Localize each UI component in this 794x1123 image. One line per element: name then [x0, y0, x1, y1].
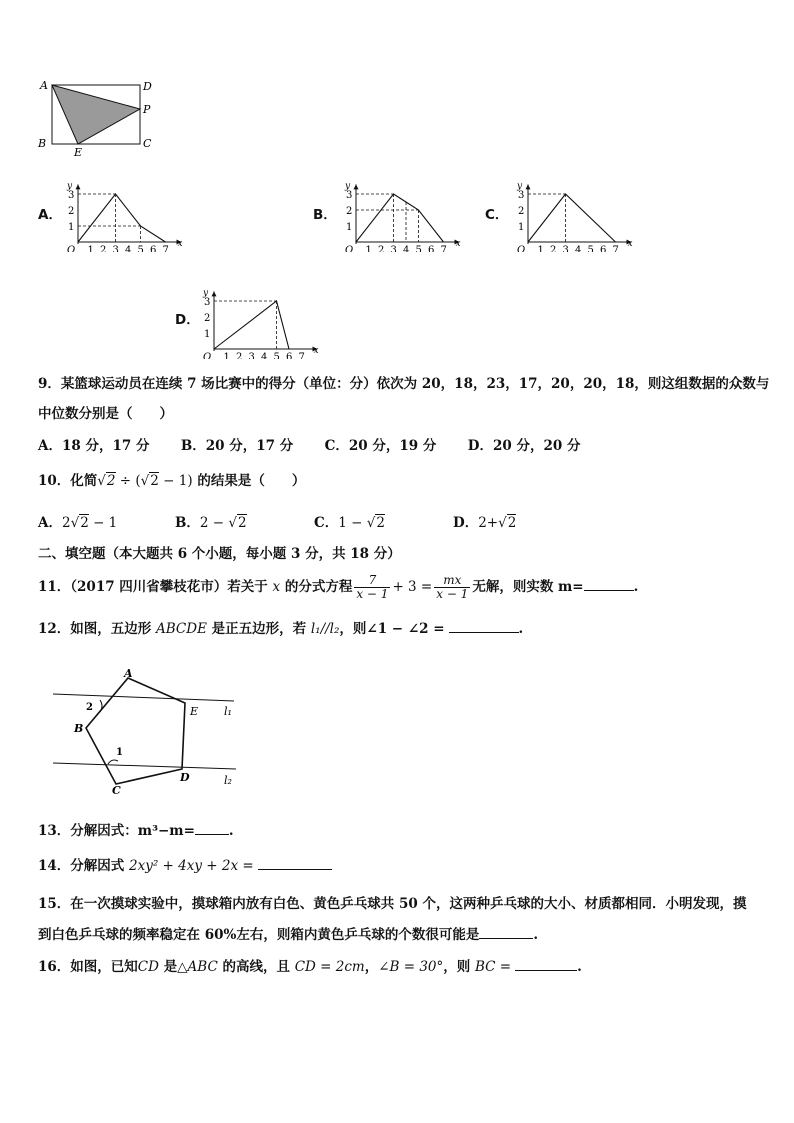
q14-answer-blank[interactable] [258, 857, 332, 870]
x-axis-label: x [627, 239, 633, 249]
x-tick-4: 4 [125, 245, 132, 252]
x-axis-label: x [455, 239, 461, 249]
q11-fraction-2: $\frac{mx}{x - 1}$ [436, 573, 469, 601]
q16-mid: 是△ [158, 959, 188, 975]
q11-plus: + 3 = [392, 579, 433, 595]
x-tick-7: 7 [298, 352, 305, 359]
pent-label-c: C [112, 784, 121, 797]
x-tick-1: 1 [223, 352, 230, 359]
pent-label-2: 2 [86, 702, 93, 713]
q12-answer-blank[interactable] [449, 620, 519, 633]
y-arrow [354, 184, 359, 189]
q9-choice-a[interactable]: A．18 分，17 分 [38, 438, 150, 454]
q13-end: . [228, 823, 234, 839]
q14-stem [38, 857, 332, 875]
q12-mid2: ，则∠1 − ∠2 = [339, 621, 445, 637]
q10-minus: − 1) [158, 473, 193, 489]
q9-choice-d[interactable]: D．20 分，20 分 [467, 438, 581, 454]
graph-option-d-label: D． [175, 312, 200, 328]
pent-label-a: A [124, 668, 133, 680]
line-l2 [53, 763, 236, 769]
x-tick-2: 2 [550, 245, 557, 252]
x-tick-7: 7 [162, 245, 169, 252]
section-title: 二、填空题（本大题共 6 个小题，每小题 3 分，共 18 分） [38, 546, 401, 562]
q9-line2: 中位数分别是（ ） [38, 406, 173, 422]
q16-cond1: CD = 2cm [294, 959, 365, 975]
x-tick-3: 3 [390, 245, 397, 252]
q10-suffix: 的结果是（ ） [192, 473, 306, 489]
x-tick-2: 2 [236, 352, 243, 359]
graph-option-a-label: A． [38, 207, 62, 223]
x-tick-1: 1 [87, 245, 94, 252]
q9-choice-c[interactable]: C．20 分，19 分 [324, 438, 437, 454]
q12-name: ABCDE [156, 621, 207, 637]
x-tick-7: 7 [440, 245, 447, 252]
graph-option-c [512, 165, 636, 252]
q10-radicand: 2 [106, 473, 116, 489]
label-c: C [143, 137, 152, 150]
y-tick-2: 2 [518, 206, 525, 217]
q16-abc: ABC [187, 959, 218, 975]
x-axis-label: x [177, 239, 183, 249]
x-axis-label: x [313, 346, 319, 356]
x-tick-3: 3 [112, 245, 119, 252]
q11-prefix: 11．（2017 四川省攀枝花市）若关于 [38, 579, 273, 595]
graph-line [528, 194, 616, 242]
y-arrow [76, 184, 81, 189]
q13-answer-blank[interactable] [195, 822, 229, 835]
q10-choice-c[interactable]: C．1 − √2 [314, 515, 385, 531]
q16-mid3: ，则 [443, 959, 475, 975]
x-tick-4: 4 [261, 352, 268, 359]
q14-expr: 2xy² + 4xy + 2x = [129, 858, 254, 874]
shaded-triangle [52, 85, 140, 144]
q16-bc: BC = [474, 959, 512, 975]
y-axis-label: y [345, 181, 351, 192]
q11-suffix: 无解，则实数 m= [472, 579, 584, 595]
y-tick-1: 1 [68, 222, 75, 233]
q15-line1: 15．在一次摸球实验中，摸球箱内放有白色、黄色乒乓球共 50 个，这两种乒乓球的大小、材质都相同．小明发现，摸 [38, 896, 747, 912]
q12-cond: l₁//l₂ [310, 621, 340, 637]
q10-radicand-b: 2 [150, 473, 159, 489]
q11-answer-blank[interactable] [584, 578, 634, 591]
q11-var: x [272, 579, 281, 595]
x-tick-6: 6 [600, 245, 607, 252]
x-tick-5: 5 [273, 352, 280, 359]
label-e: E [74, 146, 83, 158]
q15-line2-text: 到白色乒乓球的频率稳定在 60%左右，则箱内黄色乒乓球的个数很可能是 [38, 927, 480, 943]
x-tick-2: 2 [100, 245, 107, 252]
y-axis-label: y [67, 181, 73, 192]
q11-end: . [633, 579, 639, 595]
y-tick-3: 3 [68, 190, 75, 201]
y-tick-1: 1 [204, 329, 211, 340]
x-tick-6: 6 [150, 245, 157, 252]
q12-end: . [518, 621, 524, 637]
pent-label-b: B [74, 722, 84, 735]
q15-end: . [533, 927, 539, 943]
q13-prefix: 13．分解因式：m³−m= [38, 823, 195, 839]
pent-label-e: E [190, 705, 199, 718]
rectangle-figure [30, 76, 160, 158]
q16-sep: ， [364, 959, 379, 975]
q9-choice-b[interactable]: B．20 分，17 分 [180, 438, 294, 454]
y-tick-2: 2 [346, 206, 353, 217]
y-tick-3: 3 [346, 190, 353, 201]
x-tick-5: 5 [415, 245, 422, 252]
y-tick-1: 1 [518, 222, 525, 233]
graph-option-a [62, 172, 186, 252]
origin-label: O [345, 245, 354, 252]
q10-choice-a[interactable]: A．2√2 − 1 [38, 515, 118, 531]
q11-fraction-1: $\frac{7}{x - 1}$ [356, 573, 389, 601]
q16-cd: CD [137, 959, 159, 975]
q12-mid: 是正五边形，若 [206, 621, 311, 637]
pentagon-abcde [86, 678, 185, 784]
label-b: B [38, 137, 47, 150]
q12-prefix: 12．如图，五边形 [38, 621, 156, 637]
q15-line2 [38, 926, 538, 944]
y-tick-1: 1 [346, 222, 353, 233]
y-arrow [212, 291, 217, 296]
y-arrow [526, 184, 531, 189]
q12-stem [38, 620, 523, 638]
pentagon-figure [48, 668, 248, 798]
q10-choice-b[interactable]: B．2 − √2 [175, 515, 247, 531]
line-l1 [53, 694, 234, 701]
pent-label-d: D [180, 771, 190, 784]
y-tick-3: 3 [518, 190, 525, 201]
x-tick-6: 6 [286, 352, 293, 359]
q10-prefix: 10．化简 [38, 473, 98, 489]
pent-label-l1: l₁ [224, 705, 232, 718]
graph-option-c-label: C． [485, 207, 509, 223]
q16-prefix: 16．如图，已知 [38, 959, 138, 975]
q11-mid: 的分式方程 [280, 579, 353, 595]
q10-stem: 10．化简√2 ÷ (√2 − 1) 的结果是（ ） [38, 473, 306, 489]
y-axis-label: y [203, 288, 209, 299]
graph-line [78, 194, 166, 242]
y-tick-3: 3 [204, 297, 211, 308]
label-a: A [40, 79, 48, 92]
q16-answer-blank[interactable] [515, 958, 577, 971]
origin-label: O [203, 352, 212, 359]
origin-label: O [67, 245, 76, 252]
q16-stem [38, 958, 582, 976]
x-tick-3: 3 [248, 352, 255, 359]
pent-label-l2: l₂ [224, 774, 232, 787]
label-d: D [143, 80, 152, 93]
x-tick-4: 4 [575, 245, 582, 252]
graph-option-b-label: B． [313, 207, 337, 223]
q10-div: ÷ ( [115, 473, 141, 489]
graph-option-b [340, 172, 464, 252]
origin-label: O [517, 245, 526, 252]
q11-stem [38, 572, 638, 602]
x-tick-5: 5 [137, 245, 144, 252]
graph-line [214, 301, 289, 349]
y-tick-2: 2 [68, 206, 75, 217]
x-tick-1: 1 [365, 245, 372, 252]
x-tick-5: 5 [587, 245, 594, 252]
graph-option-d [198, 272, 322, 359]
q10-choice-d[interactable]: D．2+√2 [453, 515, 517, 531]
label-p: P [143, 103, 151, 116]
x-tick-7: 7 [612, 245, 619, 252]
graph-line [356, 194, 444, 242]
x-tick-6: 6 [428, 245, 435, 252]
x-tick-1: 1 [537, 245, 544, 252]
q15-answer-blank[interactable] [479, 926, 533, 939]
pent-label-1: 1 [116, 747, 123, 758]
y-axis-label: y [517, 181, 523, 192]
q13-stem [38, 822, 234, 840]
q16-mid2: 的高线，且 [217, 959, 295, 975]
q16-end: . [577, 959, 582, 975]
q16-cond2: ∠B = 30° [378, 959, 444, 975]
q14-prefix: 14．分解因式 [38, 858, 129, 874]
x-tick-4: 4 [403, 245, 410, 252]
q9-line1: 9．某篮球运动员在连续 7 场比赛中的得分（单位：分）依次为 20，18，23，17，20，20，18，则这组数据的众数与 [38, 376, 770, 392]
q9-choices [38, 437, 580, 455]
x-tick-2: 2 [378, 245, 385, 252]
x-tick-3: 3 [562, 245, 569, 252]
y-tick-2: 2 [204, 313, 211, 324]
angle-1-arc [108, 760, 118, 764]
